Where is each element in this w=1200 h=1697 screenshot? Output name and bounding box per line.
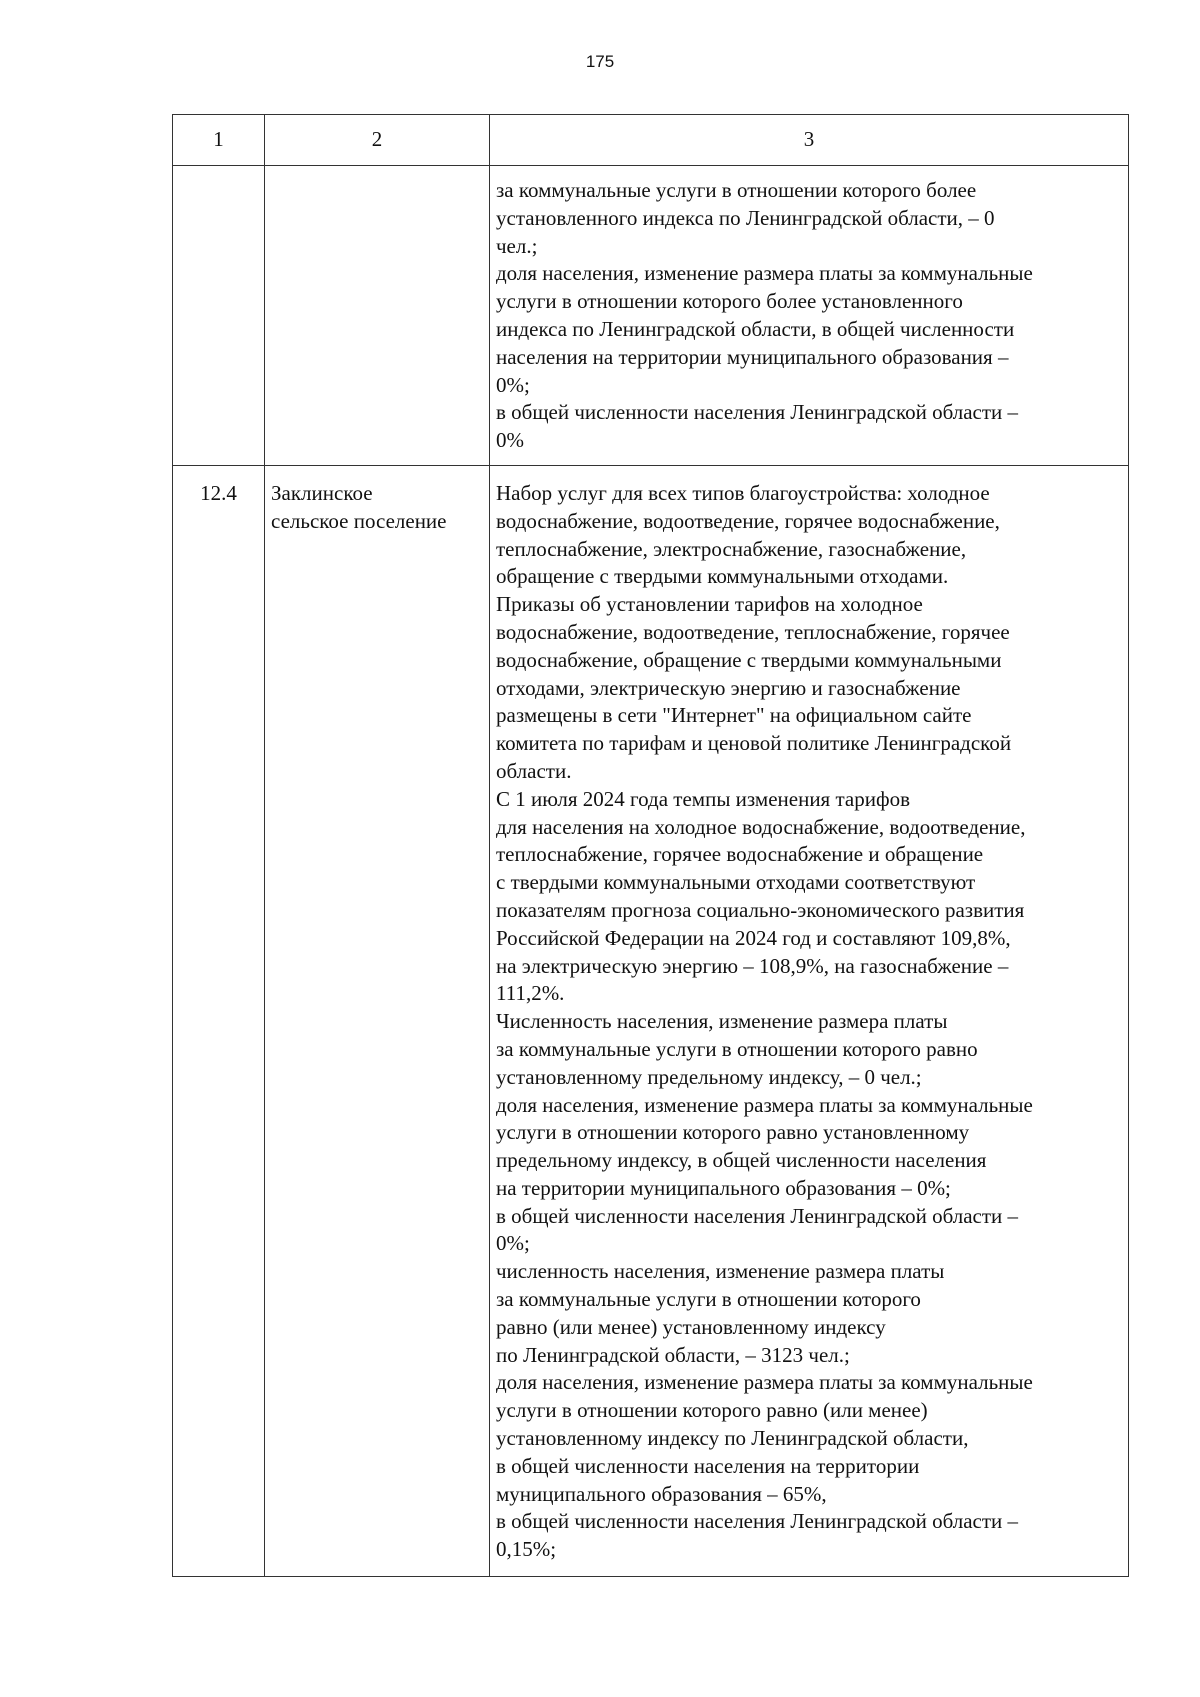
column-header-2: 2 [265,115,490,166]
text-line: в общей численности населения на территории [496,1453,920,1478]
text-line: обращение с твердыми коммунальными отходами. [496,564,949,589]
text-line: 0%; [496,1231,530,1256]
text-line: установленному индексу по Ленинградской области, [496,1426,969,1451]
text-line: размещены в сети "Интернет" на официальном сайте [496,703,972,728]
row-text-cell [490,166,1129,466]
text-line: отходами, электрическую энергию и газоснабжение [496,675,961,700]
text-line: показателям прогноза социально-экономического развития [496,897,1025,922]
text-line: Российской Федерации на 2024 год и составляют 109,8%, [496,925,1011,950]
column-header-1: 1 [173,115,265,166]
page-number: 175 [585,52,615,71]
text-line: в общей численности населения Ленинградской области – [496,1203,1019,1228]
text-line: 111,2%. [496,981,565,1006]
text-line: по Ленинградской области, – 3123 чел.; [496,1342,850,1367]
text-line: доля населения, изменение размера платы за коммунальные [496,1092,1033,1117]
table-row-continuation [173,166,1129,466]
text-line: услуги в отношении которого более установленного [496,289,963,314]
text-line: равно (или менее) установленному индексу [496,1314,886,1339]
text-line: доля населения, изменение размера платы за коммунальные [496,261,1033,286]
row-name-cell [265,166,490,466]
text-line: за коммунальные услуги в отношении которого более [496,178,977,202]
text-line: на территории муниципального образования – 0%; [496,1175,951,1200]
name-line: Заклинское [271,480,373,505]
row-name-cell [265,465,490,1576]
text-line: муниципального образования – 65%, [496,1481,827,1506]
row-number-cell: 12.4 [173,465,265,1576]
text-line: численность населения, изменение размера платы [496,1259,945,1284]
text-line: индекса по Ленинградской области, в общей численности [496,316,1015,341]
text-line: в общей численности населения Ленинградской области – [496,400,1019,425]
text-line: Приказы об установлении тарифов на холодное [496,592,923,617]
text-line: за коммунальные услуги в отношении которого равно [496,1036,978,1061]
text-line: с твердыми коммунальными отходами соответствуют [496,870,976,895]
text-line: 0% [496,428,524,453]
table-header-row [173,115,1129,166]
text-line: водоснабжение, обращение с твердыми коммунальными [496,647,1002,672]
text-line: доля населения, изменение размера платы за коммунальные [496,1370,1033,1395]
text-line: Набор услуг для всех типов благоустройства: холодное [496,480,990,505]
table-row-12-4 [173,465,1129,1576]
text-line: Численность населения, изменение размера платы [496,1009,948,1034]
text-line: в общей численности населения Ленинградской области – [496,1509,1019,1534]
text-line: водоснабжение, водоотведение, горячее водоснабжение, [496,508,1000,533]
text-line: комитета по тарифам и ценовой политике Ленинградской [496,731,1012,756]
column-header-3: 3 [490,115,1129,166]
text-line: водоснабжение, водоотведение, теплоснабжение, горячее [496,619,1010,644]
text-line: населения на территории муниципального образования – [496,344,1009,369]
text-line: теплоснабжение, электроснабжение, газоснабжение, [496,536,967,561]
text-line: установленного индекса по Ленинградской области, – 0 [496,205,995,230]
text-line: на электрическую энергию – 108,9%, на газоснабжение – [496,953,1009,978]
text-line: теплоснабжение, горячее водоснабжение и обращение [496,842,984,867]
name-line: сельское поселение [271,508,447,533]
row-number-cell [173,166,265,466]
text-line: услуги в отношении которого равно (или менее) [496,1398,928,1423]
text-line: 0%; [496,372,530,397]
text-line: области. [496,758,572,783]
row-text-cell [490,465,1129,1576]
text-line: предельному индексу, в общей численности населения [496,1148,987,1173]
text-line: чел.; [496,233,538,258]
text-line: 0,15%; [496,1537,557,1562]
text-line: за коммунальные услуги в отношении которого [496,1287,921,1312]
text-line: С 1 июля 2024 года темпы изменения тарифов [496,786,910,811]
text-line: для населения на холодное водоснабжение, водоотведение, [496,814,1026,839]
text-line: услуги в отношении которого равно установленному [496,1120,970,1145]
document-table [172,114,1129,1577]
text-line: установленному предельному индексу, – 0 чел.; [496,1064,922,1089]
